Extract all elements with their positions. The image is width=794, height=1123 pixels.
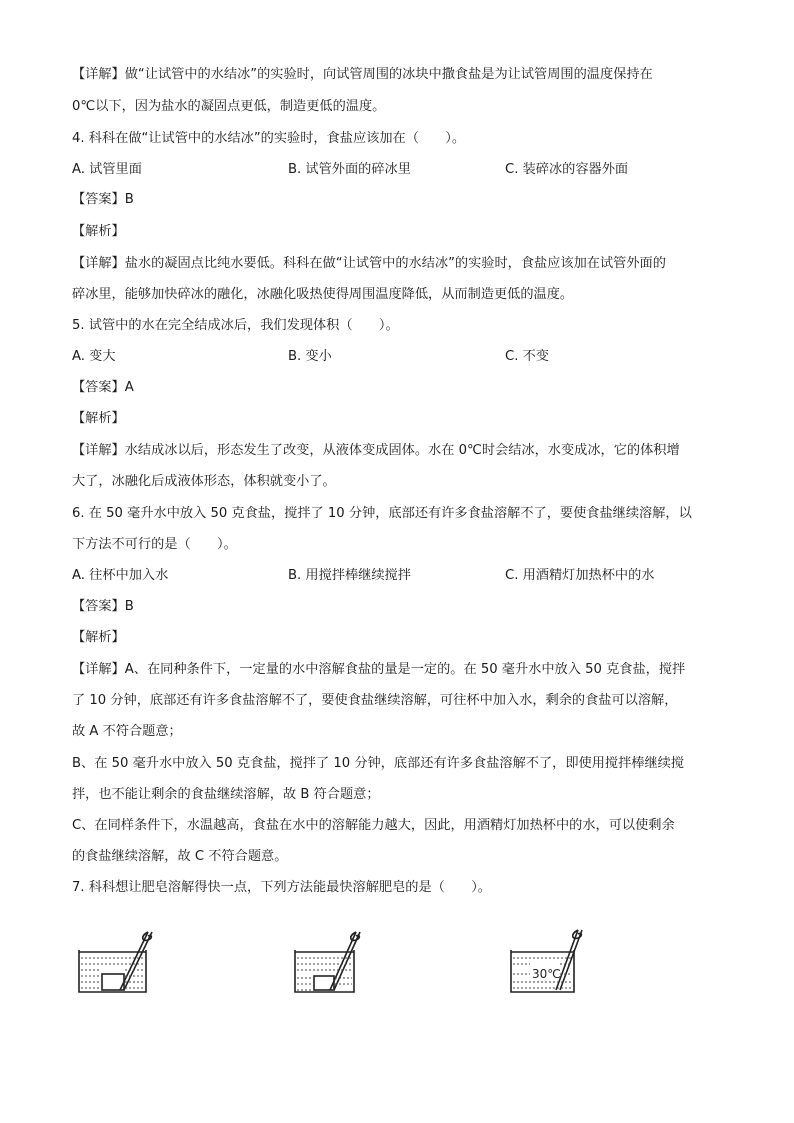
q4-explanation-line-2: 碎冰里，能够加快碎冰的融化，冰融化吸热使得周围温度降低，从而制造更低的温度。: [72, 287, 574, 302]
q7-figure-beaker-2: [292, 928, 376, 996]
q6-explanation-c-line-1: C、在同样条件下，水温越高，食盐在水中的溶解能力越大，因此，用酒精灯加热杯中的水，可以使剩余: [72, 818, 675, 833]
q7-figure-beaker-1: [76, 928, 160, 996]
q4-explanation-line-1: 【详解】盐水的凝固点比纯水要低。科科在做“让试管中的水结冰”的实验时，食盐应该加在试管外面的: [72, 256, 666, 271]
q6-stem-line-1: 6. 在 50 毫升水中放入 50 克食盐，搅拌了 10 分钟，底部还有许多食盐溶解不了，要使食盐继续溶解，以: [72, 506, 692, 521]
q6-analysis-heading: 【解析】: [72, 630, 125, 645]
q4-option-b: B. 试管外面的碎冰里: [288, 162, 411, 177]
q6-option-b: B. 用搅拌棒继续搅拌: [288, 568, 411, 583]
q5-option-c: C. 不变: [505, 349, 549, 364]
q4-option-c: C. 装碎冰的容器外面: [505, 162, 629, 177]
q4-analysis-heading: 【解析】: [72, 224, 125, 239]
q6-explanation-c-line-2: 的食盐继续溶解，故 C 不符合题意。: [72, 849, 288, 864]
beaker-temperature-label: 30℃: [532, 967, 561, 981]
q5-stem: 5. 试管中的水在完全结成冰后，我们发现体积（ ）。: [72, 318, 399, 333]
q5-answer: 【答案】A: [72, 380, 134, 395]
q5-explanation-line-1: 【详解】水结成冰以后，形态发生了改变，从液体变成固体。水在 0℃时会结冰，水变成冰，它的体积增: [72, 443, 680, 458]
q5-option-b: B. 变小: [288, 349, 332, 364]
q3-explanation-line-1: 【详解】做“让试管中的水结冰”的实验时，向试管周围的冰块中撒食盐是为让试管周围的温度保持在: [72, 67, 653, 82]
q4-answer: 【答案】B: [72, 192, 134, 207]
q5-analysis-heading: 【解析】: [72, 411, 125, 426]
q6-option-a: A. 往杯中加入水: [72, 568, 169, 583]
q6-answer: 【答案】B: [72, 599, 134, 614]
q6-explanation-b-line-1: B、在 50 毫升水中放入 50 克食盐，搅拌了 10 分钟，底部还有许多食盐溶解不了，即使用搅拌棒继续搅: [72, 756, 685, 771]
q7-stem: 7. 科科想让肥皂溶解得快一点，下列方法能最快溶解肥皂的是（ ）。: [72, 880, 491, 895]
q4-stem: 4. 科科在做“让试管中的水结冰”的实验时，食盐应该加在（ ）。: [72, 131, 466, 146]
q6-option-c: C. 用酒精灯加热杯中的水: [505, 568, 655, 583]
q5-explanation-line-2: 大了，冰融化后成液体形态，体积就变小了。: [72, 474, 336, 489]
q4-option-a: A. 试管里面: [72, 162, 142, 177]
q6-stem-line-2: 下方法不可行的是（ ）。: [72, 537, 237, 552]
q3-explanation-line-2: 0℃以下，因为盐水的凝固点更低，制造更低的温度。: [72, 99, 386, 114]
q7-figure-beaker-3: [508, 924, 592, 996]
q6-explanation-a-line-1: 【详解】A、在同种条件下，一定量的水中溶解食盐的量是一定的。在 50 毫升水中放入 50 克食盐，搅拌: [72, 662, 686, 677]
q6-explanation-b-line-2: 拌，也不能让剩余的食盐继续溶解，故 B 符合题意；: [72, 787, 380, 802]
q6-explanation-a-line-2: 了 10 分钟，底部还有许多食盐溶解不了，要使食盐继续溶解，可往杯中加入水，剩余的食盐可以溶解，: [72, 693, 678, 708]
q5-option-a: A. 变大: [72, 349, 116, 364]
q6-explanation-a-line-3: 故 A 不符合题意；: [72, 724, 182, 739]
